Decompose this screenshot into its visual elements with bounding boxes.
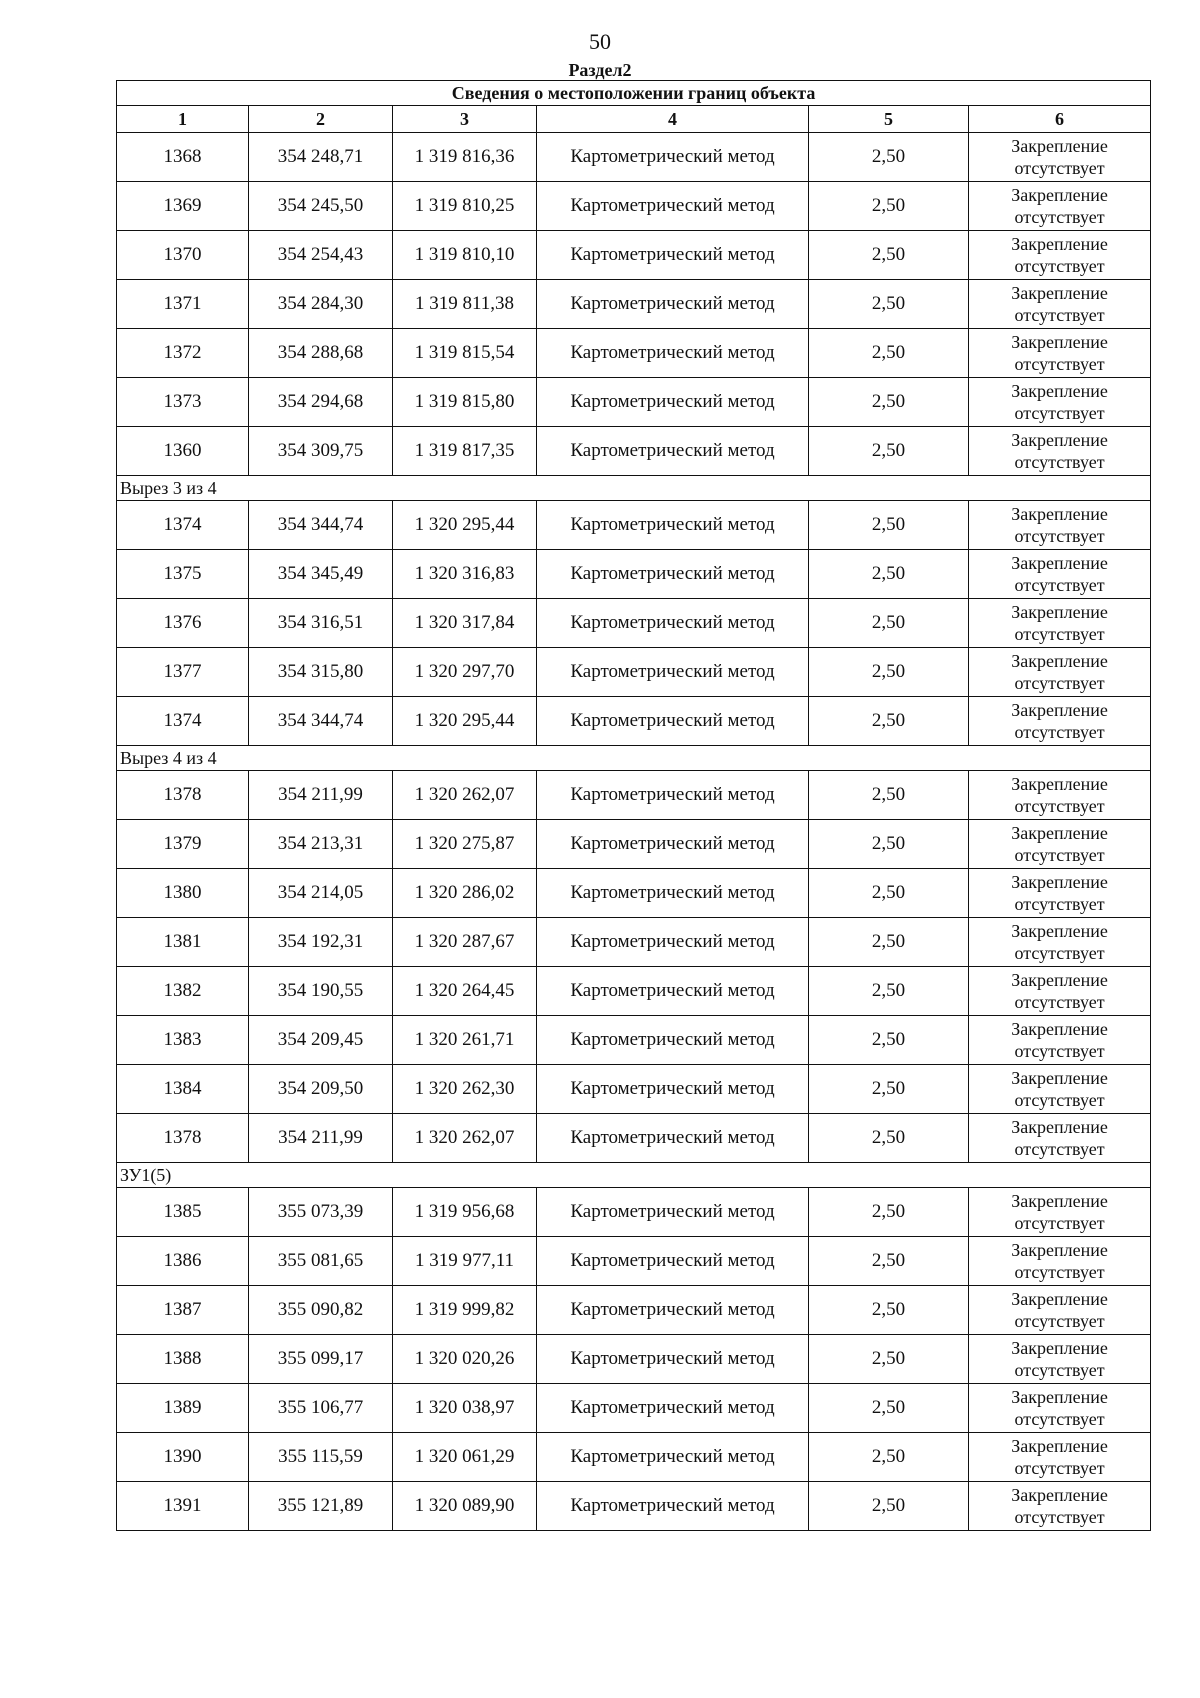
- point-number-cell: 1383: [117, 1016, 249, 1065]
- point-number-cell: 1368: [117, 133, 249, 182]
- method-cell: Картометрический метод: [537, 280, 809, 329]
- coordinate-y-cell: 1 320 295,44: [393, 697, 537, 746]
- fixation-line-2: отсутствует: [1014, 673, 1105, 693]
- method-cell: Картометрический метод: [537, 918, 809, 967]
- fixation-cell: [969, 550, 1151, 599]
- fixation-cell: [969, 1065, 1151, 1114]
- fixation-cell: [969, 329, 1151, 378]
- column-header-6: 6: [969, 106, 1151, 133]
- accuracy-cell: 2,50: [809, 648, 969, 697]
- point-number-cell: 1371: [117, 280, 249, 329]
- accuracy-cell: 2,50: [809, 550, 969, 599]
- fixation-line-2: отсутствует: [1014, 1360, 1105, 1380]
- fixation-cell: [969, 231, 1151, 280]
- point-number-cell: 1378: [117, 771, 249, 820]
- method-cell: Картометрический метод: [537, 697, 809, 746]
- coordinate-x-cell: 355 121,89: [249, 1482, 393, 1531]
- fixation-cell: [969, 771, 1151, 820]
- coordinate-y-cell: 1 319 810,10: [393, 231, 537, 280]
- point-number-cell: 1391: [117, 1482, 249, 1531]
- point-number-cell: 1382: [117, 967, 249, 1016]
- method-cell: Картометрический метод: [537, 501, 809, 550]
- fixation-line-1: Закрепление: [1011, 283, 1108, 303]
- fixation-cell: [969, 820, 1151, 869]
- method-cell: Картометрический метод: [537, 1433, 809, 1482]
- fixation-line-2: отсутствует: [1014, 1139, 1105, 1159]
- coordinate-x-cell: 354 211,99: [249, 771, 393, 820]
- point-number-cell: 1384: [117, 1065, 249, 1114]
- fixation-line-2: отсутствует: [1014, 992, 1105, 1012]
- accuracy-cell: 2,50: [809, 1114, 969, 1163]
- method-cell: Картометрический метод: [537, 820, 809, 869]
- accuracy-cell: 2,50: [809, 1065, 969, 1114]
- table-row: [117, 1065, 1151, 1114]
- coordinate-y-cell: 1 320 020,26: [393, 1335, 537, 1384]
- coordinate-y-cell: 1 320 089,90: [393, 1482, 537, 1531]
- coordinate-y-cell: 1 320 262,07: [393, 1114, 537, 1163]
- fixation-cell: [969, 378, 1151, 427]
- column-header-1: 1: [117, 106, 249, 133]
- coordinate-x-cell: 354 294,68: [249, 378, 393, 427]
- table-body: [117, 133, 1151, 1531]
- point-number-cell: 1374: [117, 501, 249, 550]
- point-number-cell: 1387: [117, 1286, 249, 1335]
- coordinate-x-cell: 354 192,31: [249, 918, 393, 967]
- boundary-table: [116, 80, 1151, 1531]
- accuracy-cell: 2,50: [809, 501, 969, 550]
- fixation-line-1: Закрепление: [1011, 774, 1108, 794]
- coordinate-x-cell: 354 209,45: [249, 1016, 393, 1065]
- section-title: Раздел2: [568, 60, 632, 80]
- group-row: [117, 746, 1151, 771]
- method-cell: Картометрический метод: [537, 182, 809, 231]
- fixation-cell: [969, 1384, 1151, 1433]
- table-row: [117, 820, 1151, 869]
- coordinate-x-cell: 354 345,49: [249, 550, 393, 599]
- point-number-cell: 1390: [117, 1433, 249, 1482]
- fixation-line-2: отсутствует: [1014, 526, 1105, 546]
- method-cell: Картометрический метод: [537, 329, 809, 378]
- coordinate-x-cell: 354 209,50: [249, 1065, 393, 1114]
- table-row: [117, 1188, 1151, 1237]
- coordinate-x-cell: 355 090,82: [249, 1286, 393, 1335]
- coordinate-y-cell: 1 320 275,87: [393, 820, 537, 869]
- method-cell: Картометрический метод: [537, 1188, 809, 1237]
- accuracy-cell: 2,50: [809, 869, 969, 918]
- coordinate-y-cell: 1 320 262,07: [393, 771, 537, 820]
- fixation-line-2: отсутствует: [1014, 845, 1105, 865]
- fixation-line-1: Закрепление: [1011, 1068, 1108, 1088]
- table-row: [117, 133, 1151, 182]
- method-cell: Картометрический метод: [537, 1482, 809, 1531]
- fixation-line-2: отсутствует: [1014, 403, 1105, 423]
- method-cell: Картометрический метод: [537, 599, 809, 648]
- table-row: [117, 501, 1151, 550]
- coordinate-x-cell: 354 315,80: [249, 648, 393, 697]
- fixation-line-1: Закрепление: [1011, 970, 1108, 990]
- coordinate-x-cell: 355 073,39: [249, 1188, 393, 1237]
- accuracy-cell: 2,50: [809, 918, 969, 967]
- group-row: [117, 476, 1151, 501]
- point-number-cell: 1381: [117, 918, 249, 967]
- fixation-cell: [969, 1114, 1151, 1163]
- table-row: [117, 1384, 1151, 1433]
- accuracy-cell: 2,50: [809, 771, 969, 820]
- table-row: [117, 231, 1151, 280]
- group-label: ЗУ1(5): [117, 1163, 1151, 1188]
- coordinate-y-cell: 1 320 038,97: [393, 1384, 537, 1433]
- point-number-cell: 1372: [117, 329, 249, 378]
- coordinate-y-cell: 1 319 811,38: [393, 280, 537, 329]
- fixation-line-2: отсутствует: [1014, 624, 1105, 644]
- fixation-cell: [969, 1286, 1151, 1335]
- fixation-line-2: отсутствует: [1014, 1507, 1105, 1527]
- point-number-cell: 1375: [117, 550, 249, 599]
- point-number-cell: 1386: [117, 1237, 249, 1286]
- coordinate-y-cell: 1 320 061,29: [393, 1433, 537, 1482]
- coordinate-x-cell: 354 288,68: [249, 329, 393, 378]
- table-row: [117, 1482, 1151, 1531]
- coordinate-x-cell: 355 081,65: [249, 1237, 393, 1286]
- fixation-cell: [969, 1335, 1151, 1384]
- coordinate-y-cell: 1 320 317,84: [393, 599, 537, 648]
- table-row: [117, 280, 1151, 329]
- table-row: [117, 648, 1151, 697]
- fixation-line-2: отсутствует: [1014, 943, 1105, 963]
- method-cell: Картометрический метод: [537, 1286, 809, 1335]
- accuracy-cell: 2,50: [809, 1482, 969, 1531]
- coordinate-x-cell: 354 284,30: [249, 280, 393, 329]
- table-row: [117, 918, 1151, 967]
- fixation-line-1: Закрепление: [1011, 234, 1108, 254]
- fixation-cell: [969, 1188, 1151, 1237]
- fixation-line-2: отсутствует: [1014, 452, 1105, 472]
- method-cell: Картометрический метод: [537, 967, 809, 1016]
- fixation-line-1: Закрепление: [1011, 1338, 1108, 1358]
- accuracy-cell: 2,50: [809, 599, 969, 648]
- fixation-line-2: отсутствует: [1014, 1041, 1105, 1061]
- point-number-cell: 1360: [117, 427, 249, 476]
- fixation-line-1: Закрепление: [1011, 921, 1108, 941]
- fixation-line-1: Закрепление: [1011, 1019, 1108, 1039]
- coordinate-y-cell: 1 319 999,82: [393, 1286, 537, 1335]
- fixation-line-1: Закрепление: [1011, 1485, 1108, 1505]
- method-cell: Картометрический метод: [537, 427, 809, 476]
- fixation-cell: [969, 1433, 1151, 1482]
- point-number-cell: 1377: [117, 648, 249, 697]
- accuracy-cell: 2,50: [809, 1286, 969, 1335]
- fixation-line-1: Закрепление: [1011, 700, 1108, 720]
- table-row: [117, 1016, 1151, 1065]
- coordinate-y-cell: 1 319 977,11: [393, 1237, 537, 1286]
- fixation-line-2: отсутствует: [1014, 305, 1105, 325]
- fixation-line-1: Закрепление: [1011, 1289, 1108, 1309]
- group-label: Вырез 4 из 4: [117, 746, 1151, 771]
- fixation-line-2: отсутствует: [1014, 256, 1105, 276]
- coordinate-y-cell: 1 319 815,80: [393, 378, 537, 427]
- table-row: [117, 550, 1151, 599]
- fixation-line-2: отсутствует: [1014, 1262, 1105, 1282]
- group-label: Вырез 3 из 4: [117, 476, 1151, 501]
- coordinate-y-cell: 1 320 262,30: [393, 1065, 537, 1114]
- coordinate-y-cell: 1 320 297,70: [393, 648, 537, 697]
- method-cell: Картометрический метод: [537, 133, 809, 182]
- accuracy-cell: 2,50: [809, 1433, 969, 1482]
- fixation-line-2: отсутствует: [1014, 722, 1105, 742]
- fixation-line-1: Закрепление: [1011, 553, 1108, 573]
- fixation-line-1: Закрепление: [1011, 1117, 1108, 1137]
- coordinate-x-cell: 354 344,74: [249, 501, 393, 550]
- column-header-2: 2: [249, 106, 393, 133]
- fixation-cell: [969, 182, 1151, 231]
- table-row: [117, 378, 1151, 427]
- table-row: [117, 1114, 1151, 1163]
- fixation-line-2: отсутствует: [1014, 354, 1105, 374]
- accuracy-cell: 2,50: [809, 697, 969, 746]
- method-cell: Картометрический метод: [537, 1114, 809, 1163]
- page-number: 50: [589, 29, 611, 54]
- fixation-line-1: Закрепление: [1011, 381, 1108, 401]
- point-number-cell: 1388: [117, 1335, 249, 1384]
- column-header-3: 3: [393, 106, 537, 133]
- accuracy-cell: 2,50: [809, 1237, 969, 1286]
- fixation-line-2: отсутствует: [1014, 894, 1105, 914]
- fixation-line-1: Закрепление: [1011, 136, 1108, 156]
- coordinate-x-cell: 354 214,05: [249, 869, 393, 918]
- accuracy-cell: 2,50: [809, 231, 969, 280]
- table-row: [117, 1335, 1151, 1384]
- table-row: [117, 967, 1151, 1016]
- fixation-cell: [969, 648, 1151, 697]
- point-number-cell: 1385: [117, 1188, 249, 1237]
- coordinate-x-cell: 354 254,43: [249, 231, 393, 280]
- table-row: [117, 869, 1151, 918]
- fixation-line-1: Закрепление: [1011, 1387, 1108, 1407]
- fixation-line-2: отсутствует: [1014, 575, 1105, 595]
- coordinate-y-cell: 1 319 817,35: [393, 427, 537, 476]
- point-number-cell: 1389: [117, 1384, 249, 1433]
- fixation-line-2: отсутствует: [1014, 1311, 1105, 1331]
- point-number-cell: 1373: [117, 378, 249, 427]
- accuracy-cell: 2,50: [809, 182, 969, 231]
- fixation-line-2: отсутствует: [1014, 1090, 1105, 1110]
- fixation-line-1: Закрепление: [1011, 651, 1108, 671]
- table-row: [117, 1286, 1151, 1335]
- fixation-line-2: отсутствует: [1014, 1213, 1105, 1233]
- column-header-5: 5: [809, 106, 969, 133]
- coordinate-y-cell: 1 320 264,45: [393, 967, 537, 1016]
- accuracy-cell: 2,50: [809, 1335, 969, 1384]
- fixation-line-1: Закрепление: [1011, 430, 1108, 450]
- fixation-cell: [969, 427, 1151, 476]
- coordinate-x-cell: 354 211,99: [249, 1114, 393, 1163]
- fixation-line-1: Закрепление: [1011, 185, 1108, 205]
- coordinate-y-cell: 1 320 287,67: [393, 918, 537, 967]
- point-number-cell: 1374: [117, 697, 249, 746]
- coordinate-x-cell: 354 309,75: [249, 427, 393, 476]
- point-number-cell: 1369: [117, 182, 249, 231]
- fixation-cell: [969, 1237, 1151, 1286]
- accuracy-cell: 2,50: [809, 133, 969, 182]
- accuracy-cell: 2,50: [809, 378, 969, 427]
- fixation-line-1: Закрепление: [1011, 1191, 1108, 1211]
- method-cell: Картометрический метод: [537, 378, 809, 427]
- coordinate-x-cell: 355 115,59: [249, 1433, 393, 1482]
- point-number-cell: 1379: [117, 820, 249, 869]
- coordinate-x-cell: 354 213,31: [249, 820, 393, 869]
- method-cell: Картометрический метод: [537, 771, 809, 820]
- fixation-line-1: Закрепление: [1011, 1240, 1108, 1260]
- coordinate-y-cell: 1 320 286,02: [393, 869, 537, 918]
- fixation-line-1: Закрепление: [1011, 1436, 1108, 1456]
- method-cell: Картометрический метод: [537, 1384, 809, 1433]
- coordinate-y-cell: 1 319 956,68: [393, 1188, 537, 1237]
- fixation-cell: [969, 501, 1151, 550]
- point-number-cell: 1378: [117, 1114, 249, 1163]
- coordinate-y-cell: 1 319 815,54: [393, 329, 537, 378]
- accuracy-cell: 2,50: [809, 280, 969, 329]
- point-number-cell: 1380: [117, 869, 249, 918]
- fixation-line-2: отсутствует: [1014, 1458, 1105, 1478]
- table-row: [117, 697, 1151, 746]
- table-row: [117, 329, 1151, 378]
- point-number-cell: 1376: [117, 599, 249, 648]
- fixation-cell: [969, 918, 1151, 967]
- fixation-cell: [969, 1482, 1151, 1531]
- fixation-line-1: Закрепление: [1011, 504, 1108, 524]
- table-row: [117, 427, 1151, 476]
- method-cell: Картометрический метод: [537, 1237, 809, 1286]
- coordinate-y-cell: 1 320 261,71: [393, 1016, 537, 1065]
- coordinate-x-cell: 355 106,77: [249, 1384, 393, 1433]
- fixation-cell: [969, 1016, 1151, 1065]
- fixation-cell: [969, 280, 1151, 329]
- column-header-4: 4: [537, 106, 809, 133]
- accuracy-cell: 2,50: [809, 1016, 969, 1065]
- accuracy-cell: 2,50: [809, 329, 969, 378]
- fixation-cell: [969, 133, 1151, 182]
- method-cell: Картометрический метод: [537, 550, 809, 599]
- table-row: [117, 1237, 1151, 1286]
- table-row: [117, 1433, 1151, 1482]
- coordinate-y-cell: 1 320 316,83: [393, 550, 537, 599]
- coordinate-x-cell: 354 190,55: [249, 967, 393, 1016]
- coordinate-x-cell: 355 099,17: [249, 1335, 393, 1384]
- fixation-cell: [969, 967, 1151, 1016]
- fixation-line-1: Закрепление: [1011, 602, 1108, 622]
- accuracy-cell: 2,50: [809, 1384, 969, 1433]
- point-number-cell: 1370: [117, 231, 249, 280]
- fixation-line-1: Закрепление: [1011, 823, 1108, 843]
- fixation-line-2: отсутствует: [1014, 796, 1105, 816]
- table-row: [117, 599, 1151, 648]
- fixation-cell: [969, 697, 1151, 746]
- method-cell: Картометрический метод: [537, 648, 809, 697]
- fixation-line-1: Закрепление: [1011, 332, 1108, 352]
- fixation-line-2: отсутствует: [1014, 158, 1105, 178]
- accuracy-cell: 2,50: [809, 967, 969, 1016]
- method-cell: Картометрический метод: [537, 1335, 809, 1384]
- method-cell: Картометрический метод: [537, 1016, 809, 1065]
- table-caption: Сведения о местоположении границ объекта: [117, 81, 1151, 106]
- method-cell: Картометрический метод: [537, 1065, 809, 1114]
- accuracy-cell: 2,50: [809, 1188, 969, 1237]
- coordinate-y-cell: 1 319 810,25: [393, 182, 537, 231]
- fixation-cell: [969, 869, 1151, 918]
- coordinate-x-cell: 354 245,50: [249, 182, 393, 231]
- accuracy-cell: 2,50: [809, 820, 969, 869]
- method-cell: Картометрический метод: [537, 231, 809, 280]
- table-row: [117, 182, 1151, 231]
- fixation-line-2: отсутствует: [1014, 1409, 1105, 1429]
- coordinate-y-cell: 1 320 295,44: [393, 501, 537, 550]
- accuracy-cell: 2,50: [809, 427, 969, 476]
- coordinate-x-cell: 354 248,71: [249, 133, 393, 182]
- group-row: [117, 1163, 1151, 1188]
- fixation-line-1: Закрепление: [1011, 872, 1108, 892]
- table-row: [117, 771, 1151, 820]
- coordinate-x-cell: 354 316,51: [249, 599, 393, 648]
- coordinate-y-cell: 1 319 816,36: [393, 133, 537, 182]
- method-cell: Картометрический метод: [537, 869, 809, 918]
- coordinate-x-cell: 354 344,74: [249, 697, 393, 746]
- fixation-line-2: отсутствует: [1014, 207, 1105, 227]
- fixation-cell: [969, 599, 1151, 648]
